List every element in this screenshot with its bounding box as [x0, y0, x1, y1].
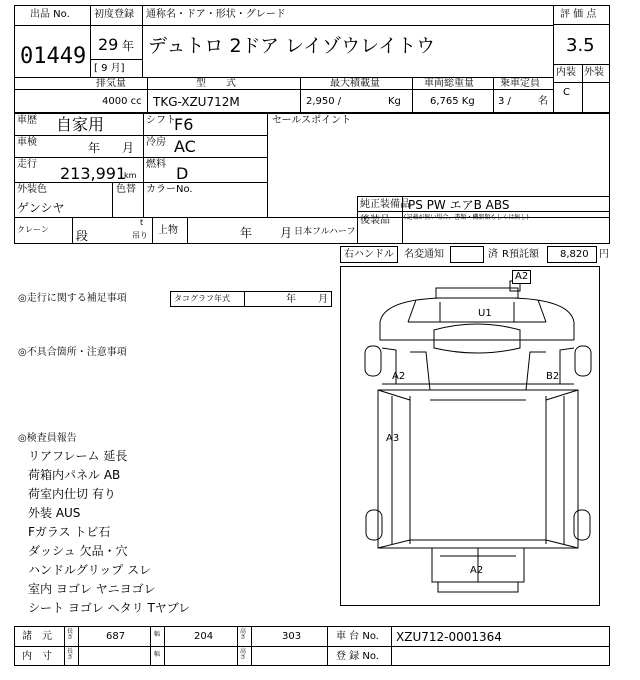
damage-mark: U1	[478, 308, 492, 319]
height-label: 高さ	[240, 628, 247, 642]
inspector-line: 室内 ヨゴレ ヤニヨゴレ	[28, 582, 156, 596]
steering-value: 右ハンドル	[344, 249, 394, 260]
crane-stage-unit: 段	[76, 229, 89, 243]
inspector-line: ハンドルグリップ スレ	[28, 563, 152, 577]
defects-title: ◎不具合箇所・注意事項	[18, 347, 127, 358]
max-load-unit: Kg	[388, 96, 401, 107]
inner-width-label: 幅	[154, 651, 161, 658]
inner-height-label: 高さ	[240, 648, 247, 662]
displacement-label: 排気量	[96, 78, 126, 89]
first-reg-year: 29	[98, 35, 119, 54]
max-load-label: 最大積載量	[330, 78, 380, 89]
dimensions-label: 諸 元	[22, 631, 52, 642]
car-name-label: 通称名・ドア・形状・グレード	[146, 9, 286, 20]
inspector-line: ダッシュ 欠品・穴	[28, 544, 128, 558]
chassis-label: 車 台 No.	[336, 631, 379, 642]
crane-ton-top: t	[140, 218, 144, 227]
body-maker: 日本フルハーフ	[294, 227, 356, 237]
inner-dimensions-label: 内 寸	[22, 651, 52, 662]
deposit-value: 8,820	[560, 249, 589, 260]
damage-mark: A3	[386, 433, 400, 444]
inspection-month-unit: 月	[122, 141, 135, 155]
inspection-label: 車検	[17, 137, 37, 148]
aftermarket-label: 後装品	[360, 215, 390, 226]
history-value: 自家用	[56, 115, 105, 134]
damage-mark: A2	[470, 565, 484, 576]
capacity-unit: 名	[538, 96, 548, 107]
inner-length-label: 長さ	[67, 648, 74, 662]
reg-no-label: 登 録 No.	[336, 651, 379, 662]
inspection-year-unit: 年	[88, 141, 101, 155]
inspector-line: 外装 AUS	[28, 506, 81, 520]
capacity: 3 /	[498, 96, 511, 107]
displacement: 4000 cc	[102, 96, 142, 107]
tacho-year-unit: 年	[286, 294, 296, 305]
tacho-label: タコグラフ年式	[174, 294, 230, 303]
fuel-value: D	[176, 164, 189, 183]
damage-mark: A2	[392, 371, 406, 382]
damage-mark: A2	[512, 270, 531, 284]
sales-point-label: セールスポイント	[272, 115, 352, 126]
model-code: TKG-XZU712M	[153, 95, 240, 109]
first-reg-year-unit: 年	[122, 39, 135, 53]
color-code-label: 色替	[116, 184, 136, 195]
inspector-line: 荷室内仕切 有り	[28, 487, 116, 501]
width-label: 幅	[154, 631, 161, 638]
capacity-label: 乗車定員	[500, 78, 540, 89]
name-change-label: 名変通知	[404, 249, 444, 260]
body-maker-label: 上物	[158, 225, 178, 236]
mileage-label: 走行	[17, 159, 37, 170]
crane-ton-bottom: 吊り	[132, 231, 148, 240]
inspector-line: 荷箱内パネル AB	[28, 468, 121, 482]
length-value: 687	[106, 631, 126, 642]
gross-weight-label: 車両総重量	[424, 78, 474, 89]
lot-label: 出品 No.	[30, 9, 70, 20]
mileage-value: 213,991	[60, 164, 127, 183]
rating-label: 評 価 点	[560, 9, 597, 20]
inspector-title: ◎検査員報告	[18, 433, 77, 444]
first-reg-month: [ 9 月]	[94, 63, 125, 74]
body-year-unit: 年	[240, 226, 253, 240]
color-label: 外装色	[17, 184, 47, 195]
width-value: 204	[194, 631, 214, 642]
interior-label: 内装	[556, 67, 576, 78]
height-value: 303	[282, 631, 302, 642]
inspector-line: リアフレーム 延長	[28, 449, 128, 463]
driving-notes-title: ◎走行に関する補足事項	[18, 293, 127, 304]
length-label: 長さ	[67, 628, 74, 642]
kyo-label: 済	[488, 249, 498, 260]
ac-label: 冷房	[146, 137, 166, 148]
interior-grade: C	[563, 87, 570, 98]
first-reg-label: 初度登録	[94, 9, 134, 20]
damage-mark: B2	[546, 371, 560, 382]
crane-label: クレーン	[17, 225, 49, 234]
deposit-unit: 円	[599, 249, 609, 260]
tacho-month-unit: 月	[318, 294, 328, 305]
inspector-line: シート ヨゴレ ヘタリ Tヤブレ	[28, 601, 191, 615]
shift-value: F6	[174, 115, 194, 134]
gross-weight: 6,765 Kg	[430, 96, 475, 107]
color-no-label: カラーNo.	[146, 184, 193, 195]
rating-score: 3.5	[566, 35, 595, 56]
distance-label: R預託額	[502, 249, 539, 260]
chassis-number: XZU712-0001364	[396, 630, 502, 644]
aftermarket-note: (記載が無い場合、書類・機器類もしくは無し)	[404, 214, 529, 221]
equipment-label: 純正装備品	[360, 199, 410, 210]
ac-value: AC	[174, 137, 196, 156]
color-value: ゲンシヤ	[17, 201, 65, 215]
max-load: 2,950 /	[306, 96, 342, 107]
inspector-line: Fガラス トビ石	[28, 525, 111, 539]
shift-label: シフト	[146, 115, 176, 126]
fuel-label: 燃料	[146, 159, 166, 170]
equipment-value: PS PW エアB ABS	[408, 198, 510, 212]
history-label: 車歴	[17, 115, 37, 126]
mileage-unit: km	[124, 171, 137, 180]
model-label: 型 式	[196, 78, 236, 89]
lot-number: 01449	[20, 44, 87, 69]
body-month-unit: 月	[280, 226, 293, 240]
exterior-label: 外装	[584, 67, 604, 78]
car-name: デュトロ 2ドア レイゾウレイトウ	[148, 35, 436, 57]
